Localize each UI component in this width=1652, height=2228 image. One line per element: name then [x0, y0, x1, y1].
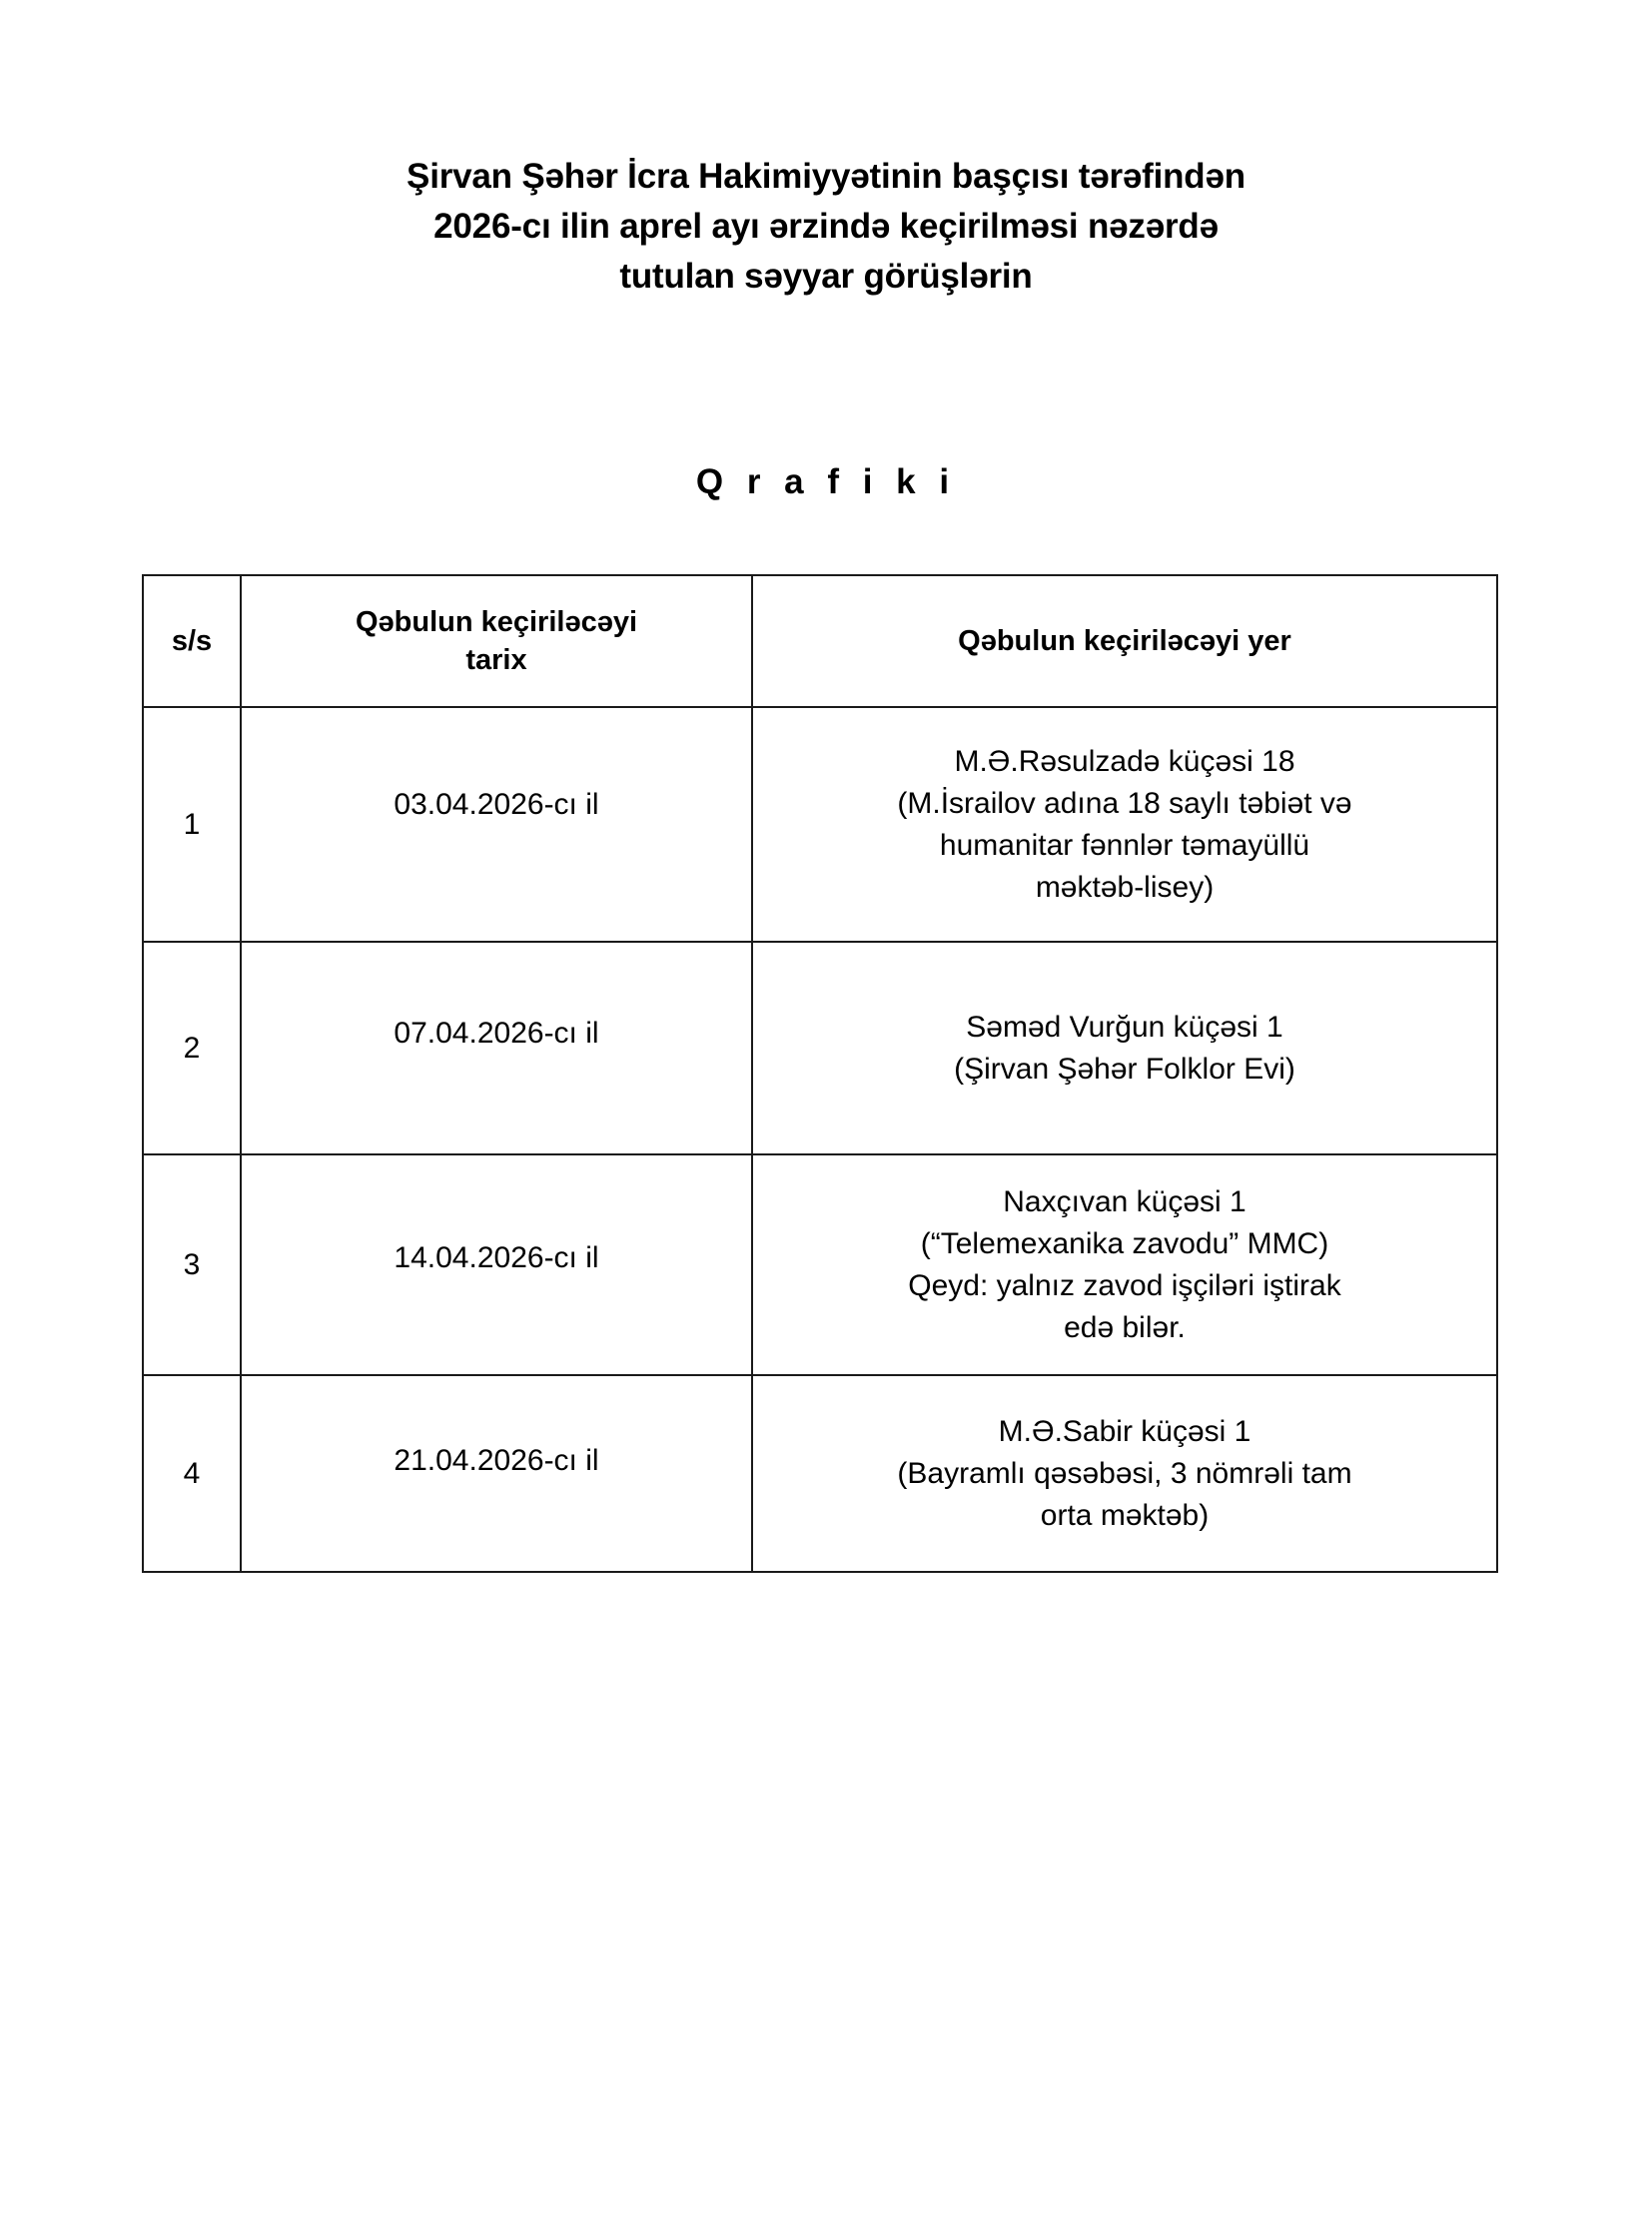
table-row — [143, 1375, 1497, 1572]
table-row — [143, 942, 1497, 1154]
row-place — [752, 942, 1497, 1154]
place-line: (M.İsrailov adına 18 saylı təbiət və — [897, 786, 1352, 820]
place-line: M.Ə.Sabir küçəsi 1 — [998, 1414, 1251, 1448]
place-line: Qeyd: yalnız zavod işçiləri iştirak — [908, 1268, 1341, 1302]
row-date: 21.04.2026-cı il — [241, 1375, 752, 1572]
row-number: 3 — [143, 1154, 241, 1375]
row-date: 03.04.2026-cı il — [241, 707, 752, 942]
place-line: (“Telemexanika zavodu” MMC) — [920, 1226, 1329, 1260]
row-place — [752, 1375, 1497, 1572]
column-header-date-line2: tarix — [465, 644, 527, 676]
place-line: Naxçıvan küçəsi 1 — [1003, 1184, 1246, 1218]
table-row — [143, 707, 1497, 942]
column-header-date — [241, 575, 752, 707]
place-line: M.Ə.Rəsulzadə küçəsi 18 — [954, 744, 1295, 778]
document-title — [0, 152, 1652, 302]
table-header-row — [143, 575, 1497, 707]
title-line-2: 2026-cı ilin aprel ayı ərzində keçirilməsi nəzərdə — [433, 207, 1219, 246]
row-date: 07.04.2026-cı il — [241, 942, 752, 1154]
table-row — [143, 1154, 1497, 1375]
row-number: 1 — [143, 707, 241, 942]
title-line-3: tutulan səyyar görüşlərin — [619, 257, 1033, 296]
row-date: 14.04.2026-cı il — [241, 1154, 752, 1375]
column-header-date-line1: Qəbulun keçiriləcəyi — [355, 606, 638, 638]
schedule-heading: Q r a f i k i — [695, 462, 957, 501]
title-line-1: Şirvan Şəhər İcra Hakimiyyətinin başçısı tərəfindən — [407, 157, 1245, 196]
schedule-table — [142, 574, 1498, 1573]
place-line: humanitar fənnlər təmayüllü — [939, 828, 1310, 862]
row-number: 2 — [143, 942, 241, 1154]
row-number: 4 — [143, 1375, 241, 1572]
place-line: (Şirvan Şəhər Folklor Evi) — [954, 1052, 1295, 1086]
place-line: (Bayramlı qəsəbəsi, 3 nömrəli tam — [897, 1456, 1352, 1490]
place-line: orta məktəb) — [1040, 1498, 1210, 1532]
row-place — [752, 707, 1497, 942]
place-line: edə bilər. — [1064, 1310, 1186, 1344]
column-header-place: Qəbulun keçiriləcəyi yer — [752, 575, 1497, 707]
row-place — [752, 1154, 1497, 1375]
column-header-no: s/s — [143, 575, 241, 707]
place-line: Səməd Vurğun küçəsi 1 — [966, 1010, 1283, 1044]
table-body — [143, 707, 1497, 1572]
place-line: məktəb-lisey) — [1035, 870, 1215, 904]
